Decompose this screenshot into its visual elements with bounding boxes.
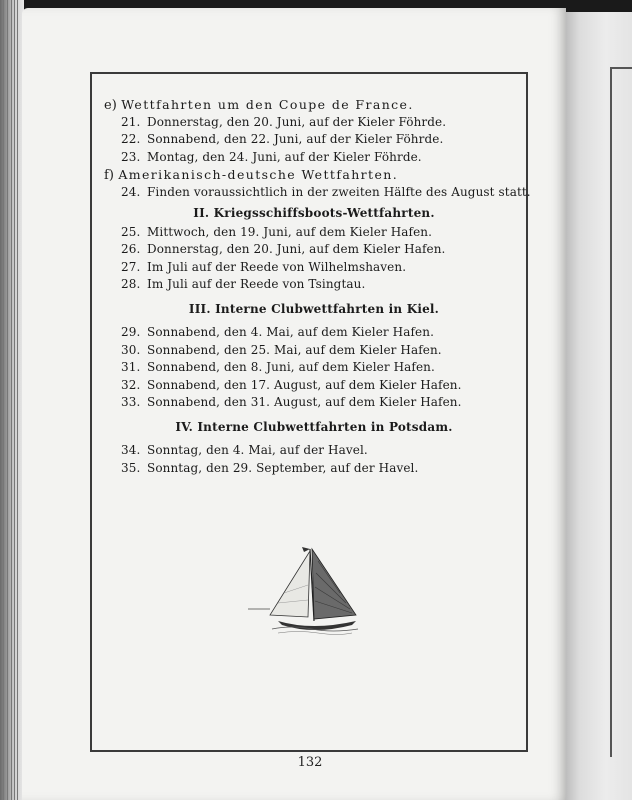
list-item: 22. Sonnabend, den 22. Juni, auf der Kieler Föhrde. [121,132,444,147]
section-f-title: f) Amerikanisch-deutsche Wettfahrten. [104,167,399,184]
book-spine-edge [0,0,24,800]
list-item: 32. Sonnabend, den 17. August, auf dem Kieler Hafen. [121,377,462,392]
list-item: 33. Sonnabend, den 31. August, auf dem Kieler Hafen. [121,395,462,410]
list-item: 25. Mittwoch, den 19. Juni, auf dem Kieler Hafen. [121,224,433,239]
section-ii-heading: II. Kriegsschiffsboots-Wettfahrten. [193,205,435,220]
list-item: 24. Finden voraussichtlich in der zweiten Hälfte des August statt. [121,184,531,199]
list-item: 31. Sonnabend, den 8. Juni, auf dem Kieler Hafen. [121,360,435,375]
list-item: 28. Im Juli auf der Reede von Tsingtau. [121,277,366,292]
list-item: 29. Sonnabend, den 4. Mai, auf dem Kieler Hafen. [121,324,434,339]
list-item: 21. Donnerstag, den 20. Juni, auf der Kieler Föhrde. [121,114,447,129]
list-item: 35. Sonntag, den 29. September, auf der Havel. [121,460,419,475]
section-e-title: e) Wettfahrten um den Coupe de France. [104,97,414,113]
page-number: 132 [297,755,323,770]
sailboat-illustration [248,545,368,637]
list-item: 26. Donnerstag, den 20. Juni, auf dem Kieler Hafen. [121,242,446,257]
list-item: 34. Sonntag, den 4. Mai, auf der Havel. [121,442,368,457]
list-item: 30. Sonnabend, den 25. Mai, auf dem Kieler Hafen. [121,342,442,357]
list-item: 27. Im Juli auf der Reede von Wilhelmshaven. [121,259,407,274]
list-item: 23. Montag, den 24. Juni, auf der Kieler Föhrde. [121,149,422,164]
schedule-text [104,96,531,477]
facing-page-edge [566,12,632,800]
section-iii-heading: III. Interne Clubwettfahrten in Kiel. [188,301,440,316]
section-iv-heading: IV. Interne Clubwettfahrten in Potsdam. [175,419,453,434]
